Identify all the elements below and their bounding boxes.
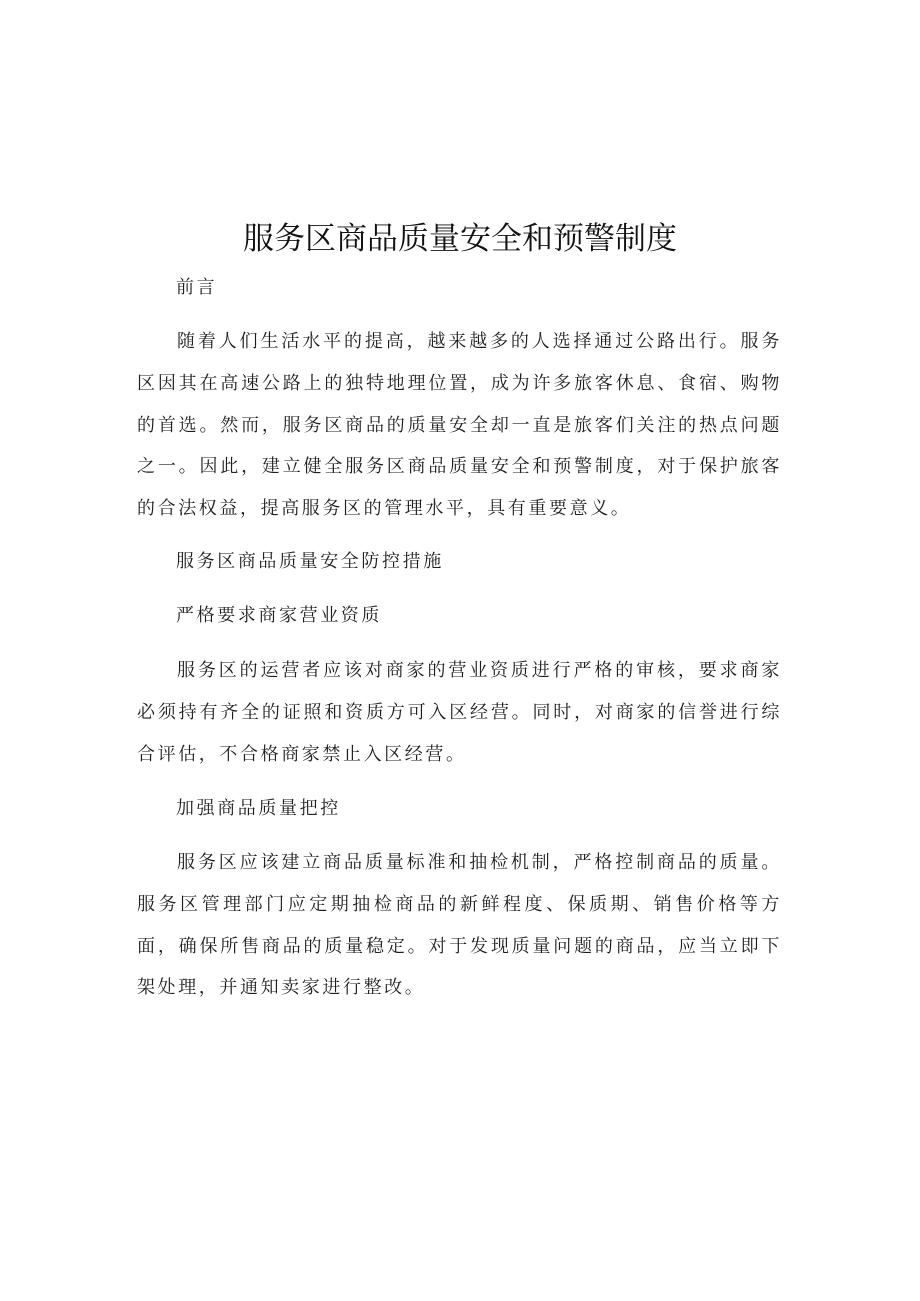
preface-heading: 前言 (176, 277, 218, 298)
preface-paragraph: 随着人们生活水平的提高，越来越多的人选择通过公路出行。服务区因其在高速公路上的独特地理位置，成为许多旅客休息、食宿、购物的首选。然而，服务区商品的质量安全却一直是旅客们关注的热点问题之一。因此，建立健全服务区商品质量安全和预警制度，对于保护旅客的合法权益，提高服务区的管理水平，具有重要意义。 (137, 331, 782, 520)
subsection-paragraph-merchant-qualification: 服务区的运营者应该对商家的营业资质进行严格的审核，要求商家必须持有齐全的证照和资质方可入区经营。同时，对商家的信誉进行综合评估，不合格商家禁止入区经营。 (137, 660, 782, 765)
section-heading-quality-control: 服务区商品质量安全防控措施 (176, 551, 444, 572)
subsection-heading-product-quality: 加强商品质量把控 (176, 798, 341, 819)
document-title: 服务区商品质量安全和预警制度 (243, 221, 677, 257)
subsection-heading-merchant-qualification: 严格要求商家营业资质 (176, 605, 382, 626)
subsection-paragraph-product-quality: 服务区应该建立商品质量标准和抽检机制，严格控制商品的质量。服务区管理部门应定期抽检商品的新鲜程度、保质期、销售价格等方面，确保所售商品的质量稳定。对于发现质量问题的商品，应当立即下架处理，并通知卖家进行整改。 (137, 852, 782, 999)
